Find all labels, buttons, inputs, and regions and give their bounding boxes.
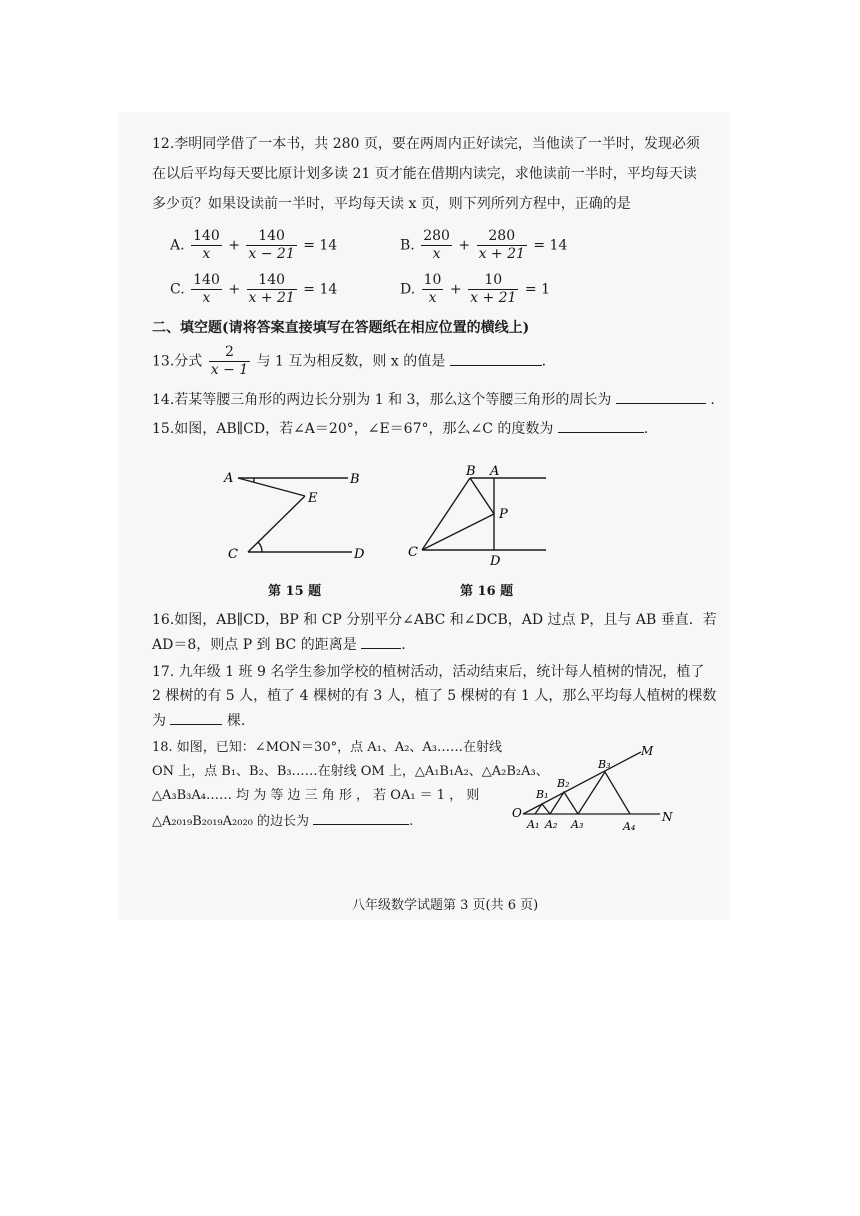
denominator: x [428,290,437,306]
q13 [152,344,546,379]
label-a3: A₃ [571,818,584,831]
answer-blank[interactable] [558,418,644,433]
label-b2: B₂ [557,777,570,790]
q13-suffix: 与 1 互为相反数，则 x 的值是 [256,353,446,370]
answer-blank[interactable] [170,710,222,725]
numerator: 10 [423,272,442,288]
q13-prefix: 13.分式 [152,353,203,370]
numerator: 140 [247,272,297,290]
figure-16-caption: 第 16 题 [460,584,514,599]
q17-suffix: 棵. [226,713,246,729]
label-b1: B₁ [536,788,549,801]
label-d: D [354,547,365,562]
plus-sign: + [458,237,471,254]
q17-line1: 17. 九年级 1 班 9 名学生参加学校的植树活动，活动结束后，统计每人植树的情况，植了 [152,664,705,680]
numerator: 140 [193,228,220,244]
option-label: A. [170,237,185,254]
label-a: A [224,471,234,486]
q16-line2 [152,634,406,655]
triangle-1 [535,804,550,814]
denominator: x [432,246,441,262]
label-a4: A₄ [623,820,636,833]
figure-15 [220,462,380,572]
q12-line3: 多少页？如果设读前一半时，平均每天读 x 页，则下列所列方程中，正确的是 [152,196,631,212]
segment-bc [422,478,470,550]
label-a: A [490,464,500,479]
denominator: x + 21 [248,290,295,306]
label-m: M [641,744,654,758]
numerator: 2 [209,344,250,362]
q16-text: AD＝8，则点 P 到 BC 的距离是 [152,637,357,653]
plus-sign: + [228,281,241,298]
denominator: x [202,246,211,262]
label-b: B [350,472,360,487]
label-b3: B₃ [598,758,611,771]
answer-blank[interactable] [361,634,401,649]
period: . [710,392,715,408]
q12-line2: 在以后平均每天要比原计划多读 21 页才能在借期内读完，求他读前一半时，平均每天读 [152,166,697,182]
denominator: x + 21 [470,290,517,306]
equation-rhs: = 14 [303,281,338,298]
label-e: E [308,491,318,506]
q18-line2: ON 上，点 B₁、B₂、B₃……在射线 OM 上，△A₁B₁A₂、△A₂B₂A₃、 [152,764,549,779]
q18-line1: 18. 如图，已知：∠MON＝30°，点 A₁、A₂、A₃……在射线 [152,740,503,755]
answer-blank[interactable] [616,389,706,404]
q17-prefix: 为 [152,713,166,729]
q17-line3 [152,710,245,731]
q14 [152,389,715,410]
q14-text: 14.若某等腰三角形的两边长分别为 1 和 3，那么这个等腰三角形的周长为 [152,392,612,408]
label-d: D [490,554,501,569]
period: . [409,814,414,829]
denominator: x [202,290,211,306]
numerator: 10 [468,272,518,290]
q12-option-d[interactable] [400,272,550,307]
numerator: 280 [423,228,450,244]
section-heading: 二、填空题(请将答案直接填写在答题纸在相应位置的横线上) [152,320,530,336]
triangle-3 [578,772,630,814]
q12-line1: 12.李明同学借了一本书，共 280 页，要在两周内正好读完，当他读了一半时，发现必须 [152,136,700,152]
option-label: B. [400,237,415,254]
label-o: O [512,806,522,820]
angle-a-arc [254,478,255,482]
label-c: C [408,545,418,560]
plus-sign: + [449,281,462,298]
label-p: P [499,507,508,522]
plus-sign: + [228,237,240,254]
q15 [152,418,648,439]
segment-bp [470,478,494,514]
q16-line1: 16.如图，AB∥CD，BP 和 CP 分别平分∠ABC 和∠DCB，AD 过点 P，且与 AB 垂直．若 [152,612,717,628]
option-label: D. [400,281,416,298]
figure-15-caption: 第 15 题 [268,584,322,599]
angle-c-arc [258,542,262,552]
ray-om [523,752,641,814]
label-a2: A₂ [545,818,558,831]
equation-rhs: = 14 [303,237,338,254]
answer-blank[interactable] [313,810,409,825]
figure-18 [505,742,675,842]
page-footer: 八年级数学试题第 3 页(共 6 页) [352,898,539,913]
numerator: 280 [477,228,527,246]
answer-blank[interactable] [450,351,542,366]
equation-rhs: = 1 [524,281,550,298]
label-a1: A₁ [527,818,540,831]
q17-line2: 2 棵树的有 5 人，植了 4 棵树的有 3 人，植了 5 棵树的有 1 人，那么平均每人植树的棵数 [152,688,717,704]
q18-line4 [152,810,413,832]
segment-ec [248,496,305,552]
denominator: x + 21 [478,246,525,262]
equation-rhs: = 14 [533,237,568,254]
label-b: B [466,464,476,479]
triangle-2 [550,792,578,814]
period: . [541,353,547,370]
option-label: C. [170,281,185,298]
period: . [643,421,649,437]
period: . [401,637,406,653]
numerator: 140 [246,228,296,246]
q18-text: △A₂₀₁₉B₂₀₁₉A₂₀₂₀ 的边长为 [152,814,309,829]
q12-option-b[interactable] [400,228,567,263]
q12-option-c[interactable] [170,272,337,307]
segment-cp [422,514,494,550]
q18-line3: △A₃B₃A₄…… 均 为 等 边 三 角 形 ， 若 OA₁ ＝ 1 ， 则 [152,788,480,803]
label-c: C [228,547,238,562]
denominator: x − 1 [210,362,249,378]
denominator: x − 21 [248,246,295,262]
numerator: 140 [193,272,220,288]
label-n: N [662,810,673,824]
figure-16 [400,462,560,572]
segment-ae [238,478,305,496]
q12-option-a[interactable] [170,228,337,263]
q15-text: 15.如图，AB∥CD，若∠A＝20°，∠E＝67°，那么∠C 的度数为 [152,421,554,437]
